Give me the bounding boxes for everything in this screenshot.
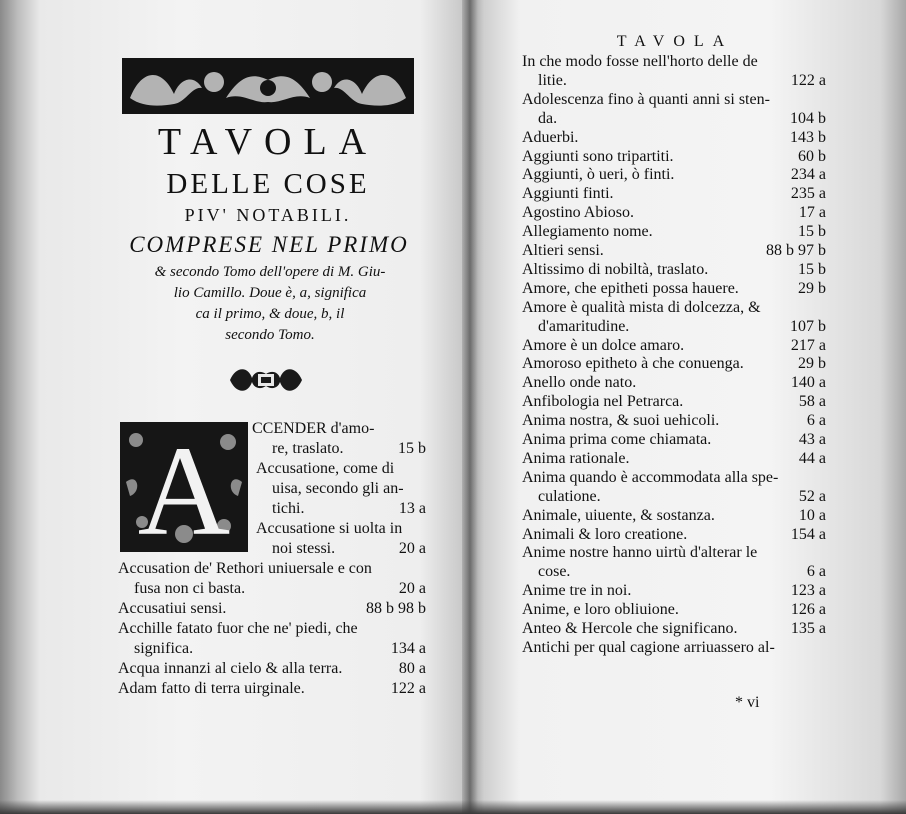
page-reference: 123 a bbox=[790, 582, 826, 600]
page-reference: 217 a bbox=[790, 336, 826, 354]
list-item bbox=[522, 543, 826, 563]
list-item bbox=[252, 419, 426, 439]
page-reference: 43 a bbox=[798, 431, 826, 448]
entry-text: re, traslato. bbox=[272, 440, 344, 457]
list-item bbox=[522, 241, 826, 261]
entry-text: Altissimo di nobiltà, traslato. bbox=[522, 260, 709, 278]
table-title-line-2: DELLE COSE bbox=[166, 168, 370, 200]
page-reference: 20 a bbox=[398, 580, 426, 597]
list-item bbox=[522, 52, 826, 72]
subtitle-line: & secondo Tomo dell'opere di M. Giu- bbox=[154, 264, 386, 280]
entry-continuation bbox=[538, 317, 826, 337]
entry-text: Accusation de' Rethori uniuersale e con bbox=[118, 560, 372, 577]
list-item bbox=[256, 459, 426, 479]
page-reference: 6 a bbox=[806, 563, 826, 581]
fleuron-ornament bbox=[226, 362, 306, 398]
page-reference: 154 a bbox=[790, 525, 826, 543]
entry-continuation bbox=[538, 487, 826, 507]
page-reference: 58 a bbox=[798, 393, 826, 411]
entry-text: Aggiunti sono tripartiti. bbox=[522, 147, 674, 165]
list-item bbox=[522, 373, 826, 393]
table-title-line-4: COMPRESE NEL PRIMO bbox=[129, 232, 409, 257]
headpiece-ornament bbox=[122, 58, 414, 114]
entry-text: Agostino Abioso. bbox=[522, 204, 635, 222]
page-reference: 15 b bbox=[798, 260, 826, 278]
entry-text: Anteo & Hercole che significano. bbox=[522, 620, 738, 637]
entry-text: Accusatiui sensi. bbox=[118, 600, 227, 617]
entry-text: Accusatione si uolta in bbox=[256, 520, 403, 537]
page-reference: 122 a bbox=[390, 680, 426, 697]
entry-text: Anfibologia nel Petrarca. bbox=[522, 393, 684, 411]
entry-continuation bbox=[538, 562, 826, 582]
book-gutter bbox=[462, 0, 478, 814]
list-item bbox=[256, 519, 426, 539]
list-item bbox=[134, 579, 426, 599]
list-item bbox=[118, 619, 426, 639]
list-item bbox=[522, 279, 826, 299]
list-item bbox=[272, 539, 426, 559]
list-item bbox=[522, 449, 826, 469]
entry-text: Acqua innanzi al cielo & alla terra. bbox=[118, 660, 343, 677]
entry-continuation bbox=[538, 71, 826, 91]
entry-text: Anima prima come chiamata. bbox=[522, 431, 712, 448]
entry-text: Adam fatto di terra uirginale. bbox=[118, 680, 305, 697]
page-reference: 140 a bbox=[790, 374, 826, 392]
list-item bbox=[522, 298, 826, 318]
list-item bbox=[522, 430, 826, 450]
entry-text: Aggiunti, ò ueri, ò finti. bbox=[522, 166, 675, 184]
entry-text: CCENDER d'amo- bbox=[252, 420, 375, 437]
list-item bbox=[522, 468, 826, 488]
list-item bbox=[118, 679, 426, 699]
entry-text: Acchille fatato fuor che ne' piedi, che bbox=[118, 620, 358, 637]
list-item bbox=[522, 184, 826, 204]
page-reference: 60 b bbox=[798, 147, 826, 165]
list-item bbox=[522, 203, 826, 223]
entry-text: fusa non ci basta. bbox=[134, 580, 246, 597]
list-item bbox=[522, 147, 826, 167]
list-item bbox=[522, 581, 826, 601]
list-item bbox=[522, 90, 826, 110]
entry-text: Anime nostre hanno uirtù d'alterar le bbox=[522, 544, 758, 562]
entry-text: Amore, che epitheti possa hauere. bbox=[522, 279, 739, 297]
signature-mark: * vi bbox=[735, 694, 760, 711]
list-item bbox=[522, 260, 826, 280]
entry-text: d'amaritudine. bbox=[538, 317, 630, 335]
entry-text: Aduerbi. bbox=[522, 128, 579, 146]
entry-text: da. bbox=[538, 109, 558, 127]
page-reference: 104 b bbox=[790, 109, 826, 127]
list-item bbox=[522, 506, 826, 526]
entry-text: Anello onde nato. bbox=[522, 374, 637, 392]
headpiece-ornament-graphic bbox=[122, 58, 414, 114]
page-reference: 44 a bbox=[798, 449, 826, 467]
list-item bbox=[522, 392, 826, 412]
list-item bbox=[522, 354, 826, 374]
page-reference: 80 a bbox=[398, 660, 426, 677]
drop-cap-initial bbox=[120, 422, 248, 552]
page-reference: 15 b bbox=[798, 223, 826, 241]
list-item bbox=[272, 499, 426, 519]
page-reference: 134 a bbox=[390, 640, 426, 657]
entry-text: culatione. bbox=[538, 487, 601, 505]
entry-text: Anime tre in noi. bbox=[522, 582, 632, 600]
page-bottom-edge bbox=[0, 800, 906, 814]
drop-cap-initial-graphic bbox=[120, 422, 248, 552]
list-item bbox=[522, 619, 826, 639]
entry-text: Amoroso epitheto à che conuenga. bbox=[522, 355, 744, 373]
list-item bbox=[522, 600, 826, 620]
page-reference: 143 b bbox=[790, 128, 826, 146]
entry-text: Anime, e loro obliuione. bbox=[522, 601, 679, 619]
entry-text: Animali & loro creatione. bbox=[522, 525, 688, 543]
entry-continuation bbox=[538, 109, 826, 129]
list-item bbox=[522, 128, 826, 148]
table-title-line-3: PIV' NOTABILI. bbox=[184, 205, 352, 225]
page-reference: 126 a bbox=[790, 601, 826, 619]
title-subtitle bbox=[132, 262, 408, 346]
page-reference: 235 a bbox=[790, 185, 826, 203]
list-item bbox=[118, 599, 426, 619]
page-reference: 15 b bbox=[398, 440, 426, 457]
entry-text: tichi. bbox=[272, 500, 305, 517]
list-item bbox=[522, 222, 826, 242]
list-item bbox=[522, 411, 826, 431]
list-item bbox=[522, 638, 826, 658]
entry-text: In che modo fosse nell'horto delle de bbox=[522, 53, 758, 70]
list-item bbox=[522, 525, 826, 545]
entry-text: Aggiunti finti. bbox=[522, 185, 614, 203]
list-item bbox=[118, 559, 426, 579]
page-reference: 20 a bbox=[398, 540, 426, 557]
page-reference: 234 a bbox=[790, 166, 826, 184]
entry-text: Anima rationale. bbox=[522, 449, 630, 467]
page-reference: 17 a bbox=[798, 204, 826, 222]
running-head: TAVOLA bbox=[616, 33, 734, 50]
page-reference: 122 a bbox=[790, 71, 826, 89]
drop-cap-letter: A bbox=[137, 422, 231, 552]
list-item bbox=[118, 659, 426, 679]
page-reference: 107 b bbox=[790, 317, 826, 335]
entry-text: Anima quando è accommodata alla spe- bbox=[522, 468, 779, 486]
entry-text: Amore è un dolce amaro. bbox=[522, 336, 685, 354]
table-title: TAVOLA bbox=[157, 121, 379, 163]
page-reference: 6 a bbox=[806, 412, 826, 430]
list-item bbox=[522, 165, 826, 185]
page-reference: 88 b 97 b bbox=[766, 242, 826, 259]
subtitle-line: ca il primo, & doue, b, il bbox=[195, 306, 345, 322]
page-reference: 88 b 98 b bbox=[366, 600, 426, 617]
fleuron-ornament-graphic bbox=[226, 362, 306, 398]
entry-text: Animale, uiuente, & sostanza. bbox=[522, 506, 715, 524]
entry-continuation: uisa, secondo gli an- bbox=[272, 480, 404, 497]
entry-text: litie. bbox=[538, 71, 567, 89]
entry-text: Accusatione, come di bbox=[256, 460, 395, 477]
list-item bbox=[272, 439, 426, 459]
page-reference: 10 a bbox=[798, 506, 826, 524]
entry-text: Adolescenza fino à quanti anni si sten- bbox=[522, 90, 770, 108]
entry-text: noi stessi. bbox=[272, 540, 336, 557]
list-item bbox=[134, 639, 426, 659]
page-reference: 52 a bbox=[798, 487, 826, 505]
entry-text: cose. bbox=[538, 563, 571, 581]
subtitle-line: secondo Tomo. bbox=[225, 327, 315, 343]
page-reference: 13 a bbox=[398, 500, 426, 517]
entry-text: Antichi per qual cagione arriuassero al- bbox=[522, 638, 775, 656]
page-reference: 135 a bbox=[790, 620, 826, 637]
list-item bbox=[522, 336, 826, 356]
entry-text: Altieri sensi. bbox=[522, 242, 604, 259]
page-reference: 29 b bbox=[798, 355, 826, 373]
entry-text: Anima nostra, & suoi uehicoli. bbox=[522, 412, 720, 430]
page-reference: 29 b bbox=[798, 279, 826, 297]
entry-text: Allegiamento nome. bbox=[522, 223, 653, 241]
entry-text: significa. bbox=[134, 640, 194, 657]
entry-text: Amore è qualità mista di dolcezza, & bbox=[522, 298, 761, 316]
subtitle-line: lio Camillo. Doue è, a, significa bbox=[173, 285, 367, 301]
